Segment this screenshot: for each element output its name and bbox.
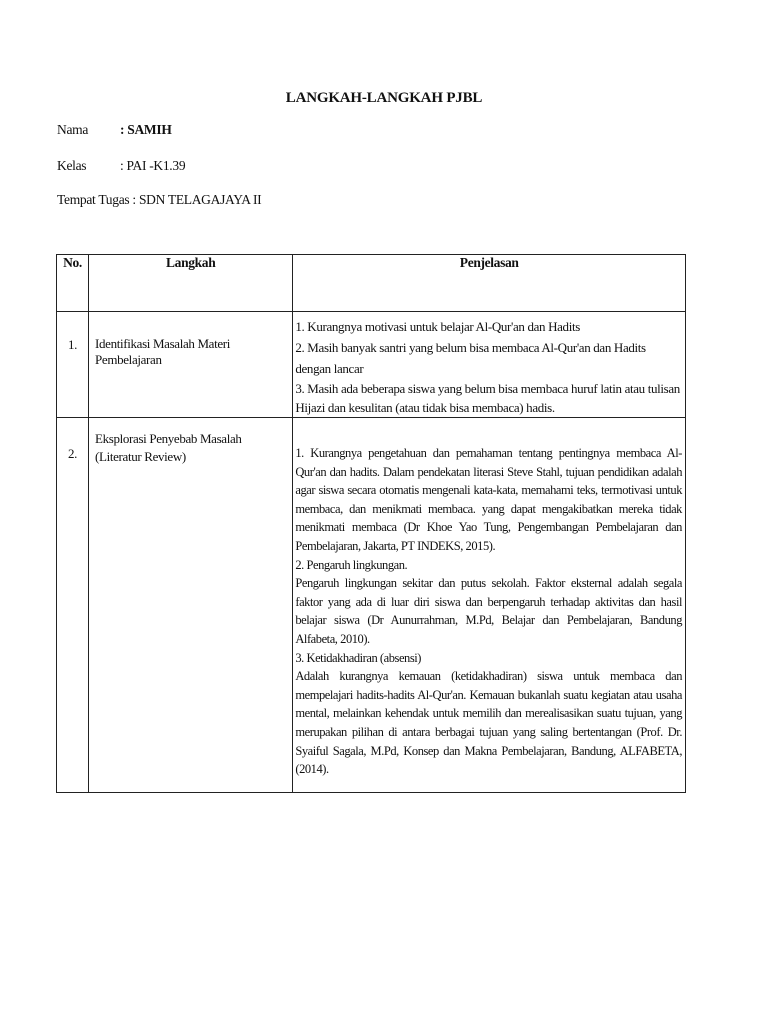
row-number: 2. [67, 446, 78, 461]
penjelasan-cell [293, 312, 686, 418]
table-header-row [57, 255, 686, 312]
langkah-cell [89, 418, 293, 793]
steps-table [56, 254, 686, 793]
penjelasan-paragraph: Adalah kurangnya kemauan (ketidakhadiran) siswa untuk membaca dan mempelajari hadits-hadits Al-Qur'an. Kemauan bukanlah suatu kegiatan atau usaha mental, melainkan kehendak untuk memilih dan merealisasikan suatu tujuan, yang merupakan pilihan di antara berbagai tujuan yang saling bertentangan (Prof. Dr. Syaiful Sagala, M.Pd, Konsep dan Makna Pembelajaran, Bandung, ALFABETA, (2014). [295, 669, 682, 777]
nama-row [57, 122, 172, 138]
penjelasan-item: 1. Kurangnya motivasi untuk belajar Al-Qur'an dan Hadits [295, 319, 580, 334]
penjelasan-paragraph: 1. Kurangnya pengetahuan dan pemahaman tentang pentingnya membaca Al-Qur'an dan hadits. Dalam pendekatan literasi Steve Stahl, tujuan pendidikan adalah agar siswa secara otomatis mengenali kata-kata, memahami teks, termotivasi untuk membaca, dan menikmati membaca. yang dapat mengakibatkan mereka tidak menikmati membaca (Dr Khoe Yao Tung, Pengembangan Pembelajaran dan Pembelajaran, Jakarta, PT INDEKS, 2015). [295, 446, 682, 553]
kelas-label: Kelas [57, 158, 87, 173]
tempat-row [57, 192, 261, 208]
penjelasan-body [295, 444, 682, 779]
row-number-cell [57, 418, 89, 793]
penjelasan-paragraph: 3. Ketidakhadiran (absensi) [295, 650, 422, 665]
kelas-row [57, 158, 185, 174]
header-no: No. [57, 255, 89, 312]
kelas-value: : PAI -K1.39 [120, 158, 186, 173]
row-number: 1. [67, 337, 78, 352]
penjelasan-cell [293, 418, 686, 793]
tempat-label: Tempat Tugas [57, 192, 130, 207]
penjelasan-item: 2. Masih banyak santri yang belum bisa membaca Al-Qur'an dan Hadits dengan lancar [295, 340, 646, 376]
penjelasan-item: 3. Masih ada beberapa siswa yang belum bisa membaca huruf latin atau tulisan Hijazi dan kesulitan (atau tidak bisa membaca) hadis. [295, 381, 680, 415]
penjelasan-paragraph: Pengaruh lingkungan sekitar dan putus sekolah. Faktor eksternal adalah segala faktor yang ada di luar diri siswa dan berpengaruh terhadap aktivitas dan hasil belajar siswa (Dr Aunurrahman, M.Pd, Belajar dan Pembelajaran, Bandung Alfabeta, 2010). [295, 576, 682, 646]
langkah-cell [89, 312, 293, 418]
document-title: LANGKAH-LANGKAH PJBL [285, 90, 483, 106]
langkah-text: Eksplorasi Penyebab Masalah (Literatur Review) [95, 431, 242, 464]
langkah-text: Identifikasi Masalah Materi Pembelajaran [95, 336, 230, 367]
nama-label: Nama [57, 122, 89, 137]
header-penjelasan: Penjelasan [293, 255, 686, 312]
table-row [57, 312, 686, 418]
header-langkah: Langkah [89, 255, 293, 312]
nama-value: : SAMIH [120, 122, 172, 137]
penjelasan-paragraph: 2. Pengaruh lingkungan. [295, 557, 408, 572]
tempat-value: : SDN TELAGAJAYA II [132, 192, 262, 207]
row-number-cell [57, 312, 89, 418]
table-row [57, 418, 686, 793]
